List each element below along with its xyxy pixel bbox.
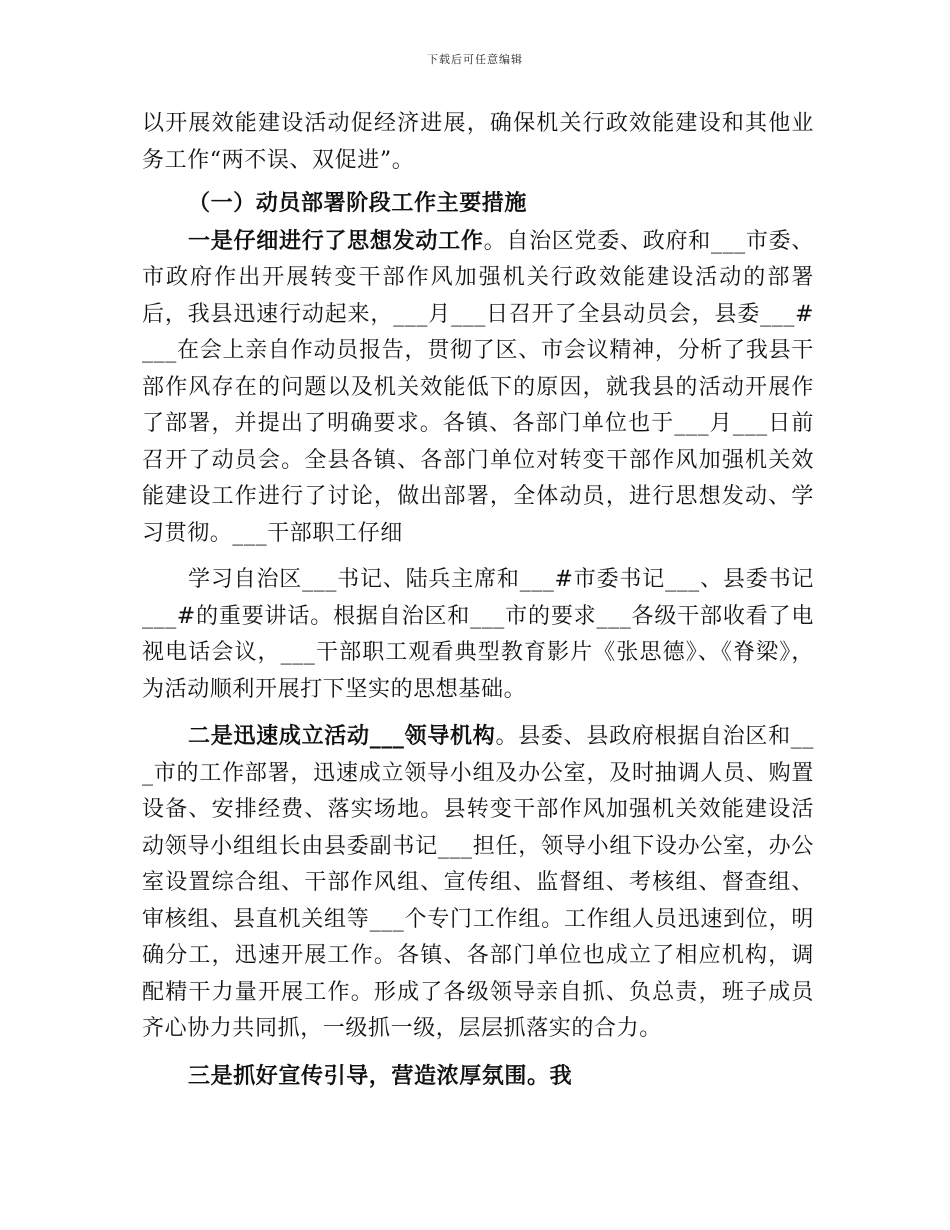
paragraph-6-lead: 三是抓好宣传引导，营造浓厚氛围。我 [188, 1062, 573, 1089]
document-body [142, 106, 814, 1095]
paragraph-3 [142, 223, 814, 553]
paragraph-3-text: 。自治区党委、政府和___市委、市政府作出开展转变干部作风加强机关行政效能建设活动的部署后，我县迅速行动起来，___月___日召开了全县动员会，县委___#___在会上亲自作动员报告，贯彻了区、市会议精神，分析了我县干部作风存在的问题以及机关效能低下的原因，就我县的活动开展作了部署，并提出了明确要求。各镇、各部门单位也于___月___日前召开了动员会。全县各镇、各部门单位对转变干部作风加强机关效能建设工作进行了讨论，做出部署，全体动员，进行思想发动、学习贯彻。___干部职工仔细 [142, 228, 814, 546]
paragraph-6 [142, 1058, 814, 1096]
paragraph-5-lead: 二是迅速成立活动___领导机构 [188, 723, 496, 749]
paragraph-1 [142, 106, 814, 179]
section-heading-text: （一）动员部署阶段工作主要措施 [188, 190, 528, 216]
paragraph-4-text: 学习自治区___书记、陆兵主席和___#市委书记___、县委书记___#的重要讲话。根据自治区和___市的要求___各级干部收看了电视电话会议，___干部职工观看典型教育影片《张思德》、《脊梁》，为活动顺利开展打下坚实的思想基础。 [142, 567, 814, 702]
paragraph-5 [142, 718, 814, 1048]
paragraph-4 [142, 562, 814, 708]
paragraph-1-text: 以开展效能建设活动促经济进展，确保机关行政效能建设和其他业务工作“两不误、双促进”。 [142, 111, 814, 173]
section-heading [142, 185, 814, 223]
paragraph-3-lead: 一是仔细进行了思想发动工作 [188, 227, 484, 254]
paragraph-5-text: 。县委、县政府根据自治区和___市的工作部署，迅速成立领导小组及办公室，及时抽调人员、购置设备、安排经费、落实场地。县转变干部作风加强机关效能建设活动领导小组组长由县委副书记___担任，领导小组下设办公室，办公室设置综合组、干部作风组、宣传组、监督组、考核组、督查组、审核组、县直机关组等___个专门工作组。工作组人员迅速到位，明确分工，迅速开展工作。各镇、各部门单位也成立了相应机构，调配精干力量开展工作。形成了各级领导亲自抓、负总责，班子成员齐心协力共同抓，一级抓一级，层层抓落实的合力。 [142, 724, 814, 1041]
page-header: 下载后可任意编辑 [427, 53, 523, 66]
